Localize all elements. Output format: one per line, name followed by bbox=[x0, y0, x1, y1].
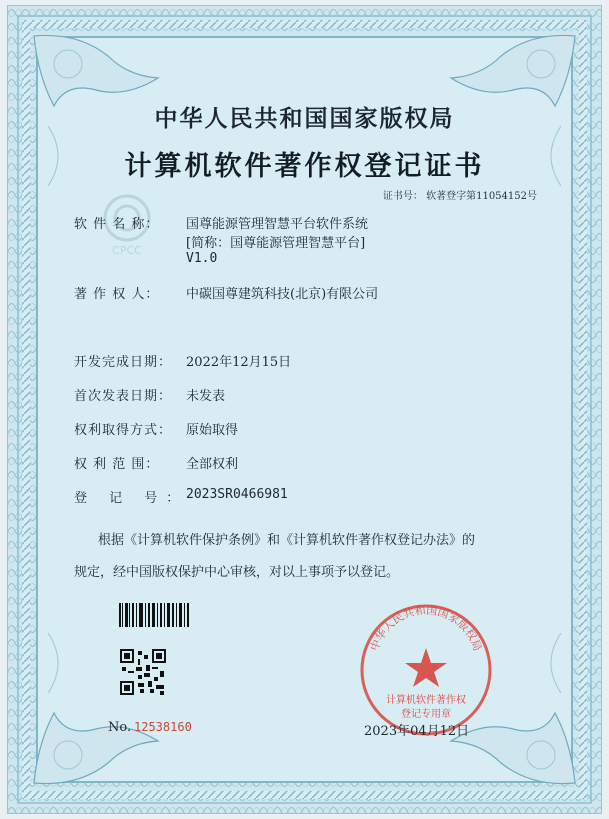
rights-acquisition-value: 原始取得 bbox=[186, 423, 239, 438]
certificate-title: 计算机软件著作权登记证书 bbox=[124, 151, 485, 182]
certificate-number: 证书号： 软著登字第11054152号 bbox=[382, 191, 537, 202]
registration-number-label: 登 记 号： bbox=[74, 491, 189, 506]
software-name-value: 国尊能源管理智慧平台软件系统 bbox=[186, 217, 369, 232]
serial-number-label: No. bbox=[108, 720, 132, 735]
software-version: V1.0 bbox=[186, 251, 218, 266]
statement-line-1: 根据《计算机软件保护条例》和《计算机软件著作权登记办法》的 bbox=[98, 533, 476, 548]
seal-star-icon bbox=[405, 648, 447, 687]
svg-text:中华人民共和国国家版权局 bbox=[367, 604, 484, 653]
completion-date-value: 2022年12月15日 bbox=[186, 355, 292, 370]
seal-line-1: 计算机软件著作权 bbox=[386, 695, 466, 706]
copyright-owner-value: 中碳国尊建筑科技(北京)有限公司 bbox=[186, 287, 379, 302]
rights-scope-label: 权 利 范 围： bbox=[74, 457, 160, 472]
copyright-owner-label: 著 作 权 人： bbox=[74, 287, 160, 302]
statement-line-2: 规定，经中国版权保护中心审核，对以上事项予以登记。 bbox=[74, 565, 400, 580]
svg-text:CPCC: CPCC bbox=[112, 244, 142, 257]
serial-number-value: 12538160 bbox=[134, 720, 192, 734]
seal-line-2: 登记专用章 bbox=[401, 709, 451, 720]
registration-number-value: 2023SR0466981 bbox=[186, 487, 288, 502]
publication-date-label: 首次发表日期： bbox=[74, 389, 173, 404]
software-short-name: [简称：国尊能源管理智慧平台] bbox=[186, 236, 366, 251]
official-seal bbox=[356, 600, 496, 740]
publication-date-value: 未发表 bbox=[186, 389, 226, 404]
barcode bbox=[118, 602, 190, 628]
issue-date: 2023年04月12日 bbox=[364, 724, 470, 739]
completion-date-label: 开发完成日期： bbox=[74, 355, 173, 370]
software-name-label: 软 件 名 称： bbox=[74, 217, 160, 232]
rights-scope-value: 全部权利 bbox=[186, 457, 239, 472]
certificate bbox=[8, 6, 601, 813]
rights-acquisition-label: 权利取得方式： bbox=[74, 423, 173, 438]
seal-ring-text: 中华人民共和国国家版权局 bbox=[367, 603, 485, 653]
issuing-authority: 中华人民共和国国家版权局 bbox=[154, 105, 455, 132]
qr-code bbox=[120, 649, 166, 695]
